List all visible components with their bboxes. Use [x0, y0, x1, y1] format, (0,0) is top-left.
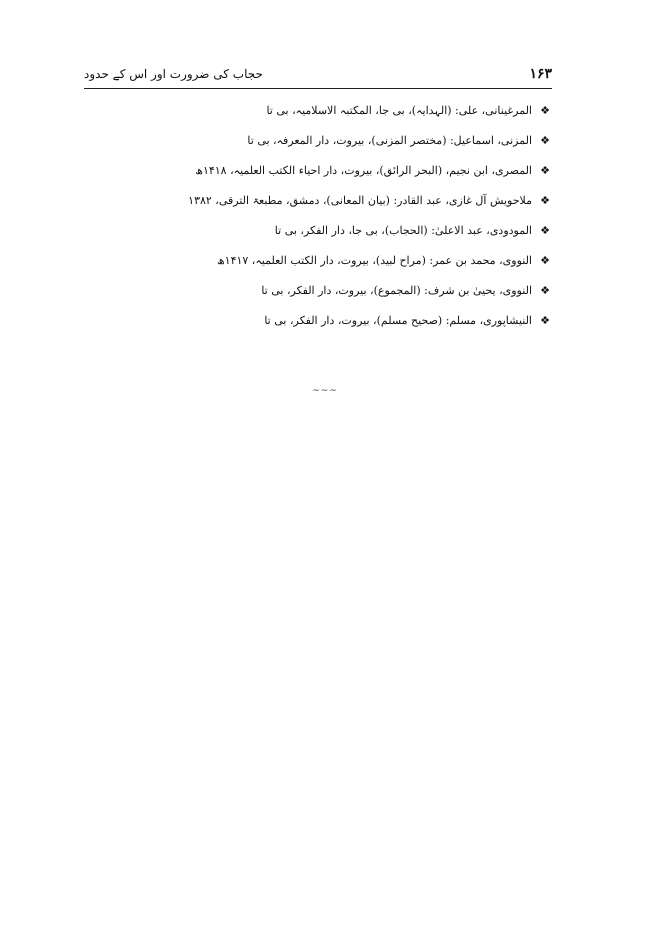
- bullet-icon: ❖: [540, 104, 550, 117]
- page-header: [84, 64, 552, 86]
- bullet-icon: ❖: [540, 164, 550, 177]
- header-rule: [84, 88, 552, 89]
- bibliography-entry: [84, 306, 552, 336]
- bullet-icon: ❖: [540, 134, 550, 147]
- bibliography-entry: [84, 246, 552, 276]
- bibliography-entry: [84, 156, 552, 186]
- bibliography-entry-text: المزنی، اسماعیل: (مختصر المزنی)، بیروت، دار المعرفہ، بی تا: [247, 134, 532, 147]
- bibliography-entry-text: النووی، یحییٰ بن شرف: (المجموع)، بیروت، دار الفکر، بی تا: [261, 284, 532, 297]
- bullet-icon: ❖: [540, 254, 550, 267]
- bullet-icon: ❖: [540, 224, 550, 237]
- bibliography-entry: [84, 216, 552, 246]
- bullet-icon: ❖: [540, 194, 550, 207]
- bullet-icon: ❖: [540, 284, 550, 297]
- bibliography-entry-text: النیشاپوری، مسلم: (صحیح مسلم)، بیروت، دار الفکر، بی تا: [264, 314, 532, 327]
- running-title: حجاب کی ضرورت اور اس کے حدود: [84, 67, 263, 81]
- bibliography-entry: [84, 126, 552, 156]
- page-number: ۱۶۳: [529, 66, 552, 82]
- bibliography-entry-text: المرغینانی، علی: (الہدایہ)، بی جا، المکتبہ الاسلامیہ، بی تا: [266, 104, 532, 117]
- bibliography-list: [84, 96, 552, 336]
- bibliography-entry: [84, 96, 552, 126]
- bibliography-entry-text: المودودی، عبد الاعلیٰ: (الحجاب)، بی جا، دار الفکر، بی تا: [274, 224, 532, 237]
- bibliography-entry: [84, 186, 552, 216]
- section-end-mark: ~~~: [312, 386, 338, 396]
- bullet-icon: ❖: [540, 314, 550, 327]
- bibliography-entry-text: النووی، محمد بن عمر: (مراح لبید)، بیروت، دار الکتب العلمیہ، ۱۴۱۷ھ: [216, 254, 532, 267]
- bibliography-entry-text: المصری، ابن نجیم، (البحر الرائق)، بیروت، دار احیاء الکتب العلمیہ، ۱۴۱۸ھ: [195, 164, 532, 177]
- bibliography-entry-text: ملاحویش آل غازی، عبد القادر: (بیان المعانی)، دمشق، مطبعۃ الترقی، ۱۳۸۲: [188, 194, 532, 207]
- bibliography-entry: [84, 276, 552, 306]
